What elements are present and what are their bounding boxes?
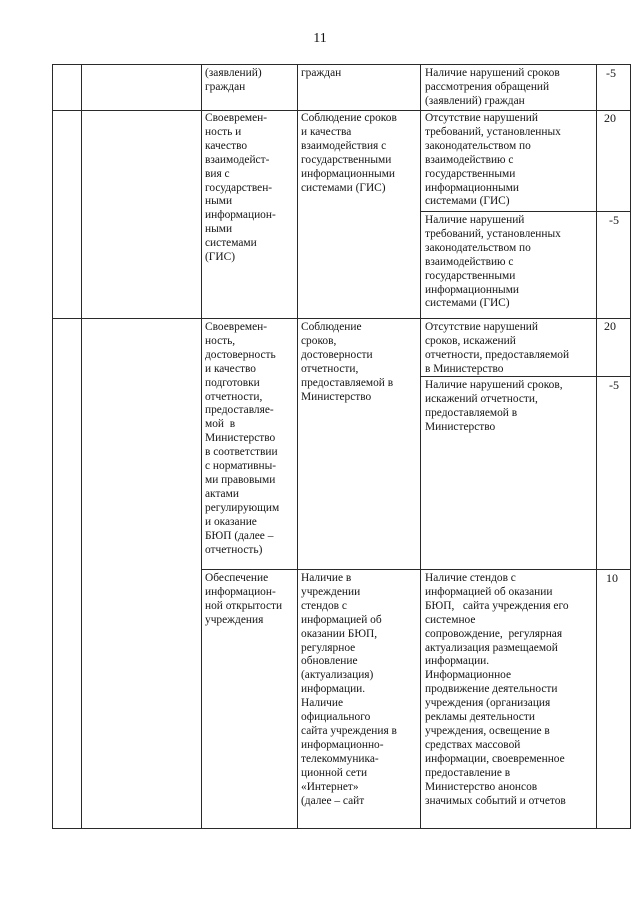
- table-cell-score: 10: [606, 571, 618, 585]
- table-border: [420, 211, 631, 212]
- table-border: [201, 569, 631, 570]
- page-number: 11: [313, 31, 327, 46]
- table-border: [201, 64, 202, 829]
- table-cell-score: -5: [609, 378, 619, 392]
- table-cell-score: 20: [604, 319, 616, 333]
- table-cell-condition: Отсутствие нарушений требований, установленных законодательством по взаимодействию с государственными информационными системами (ГИС): [425, 112, 561, 208]
- table-cell-indicator: Соблюдение сроков, достоверности отчетности, предоставляемой в Министерство: [301, 321, 394, 403]
- table-cell-score: -5: [606, 66, 616, 80]
- table-cell-condition: Наличие стендов с информацией об оказании БЮП, сайта учреждения его системное сопровождение, регулярная актуализация размещаемой информации. Информационное продвижение деятельности учреждения (организация рекламы деятельности учреждения, освещение в средствах массовой информации, своевременное предоставление в Министерство анонсов значимых событий и отчетов: [425, 572, 569, 807]
- table-border: [420, 64, 421, 829]
- table-cell-indicator: граждан: [301, 67, 342, 79]
- table-cell-condition: Наличие нарушений требований, установленных законодательством по взаимодействию с государственными информационными системами (ГИС): [425, 214, 561, 310]
- table-cell-criterion: Своевремен- ность, достоверность и качество подготовки отчетности, предоставляе- мой в Министерство в соответствии с нормативны- ми правовыми актами регулирующим и оказание БЮП (далее – отчетность): [205, 321, 280, 556]
- table-cell-indicator: Соблюдение сроков и качества взаимодействия с государственными информационными системами (ГИС): [301, 112, 397, 194]
- table-border: [52, 110, 631, 111]
- table-border: [52, 318, 631, 319]
- table-border: [297, 64, 298, 829]
- table-border: [52, 64, 631, 65]
- table-cell-condition: Наличие нарушений сроков, искажений отчетности, предоставляемой в Министерство: [425, 379, 563, 433]
- table-cell-score: 20: [604, 111, 616, 125]
- table-border: [52, 64, 53, 829]
- table-border: [52, 828, 631, 829]
- table-border: [81, 64, 82, 829]
- table-border: [596, 64, 597, 829]
- table-cell-score: -5: [609, 213, 619, 227]
- table-cell-criterion: Своевремен- ность и качество взаимодейст- вия с государствен- ными информацион- ными системами (ГИС): [205, 112, 276, 264]
- table-cell-criterion: (заявлений) граждан: [205, 67, 262, 93]
- table-border: [630, 64, 631, 829]
- table-cell-criterion: Обеспечение информацион- ной открытости учреждения: [205, 572, 283, 626]
- table-cell-indicator: Наличие в учреждении стендов с информацией об оказании БЮП, регулярное обновление (актуализация) информации. Наличие официального сайта учреждения в информационно- телекоммуника- ционной сети «Интернет» (далее – сайт: [301, 572, 397, 807]
- table-cell-condition: Отсутствие нарушений сроков, искажений отчетности, предоставляемой в Министерство: [425, 321, 570, 375]
- table-cell-condition: Наличие нарушений сроков рассмотрения обращений (заявлений) граждан: [425, 67, 560, 107]
